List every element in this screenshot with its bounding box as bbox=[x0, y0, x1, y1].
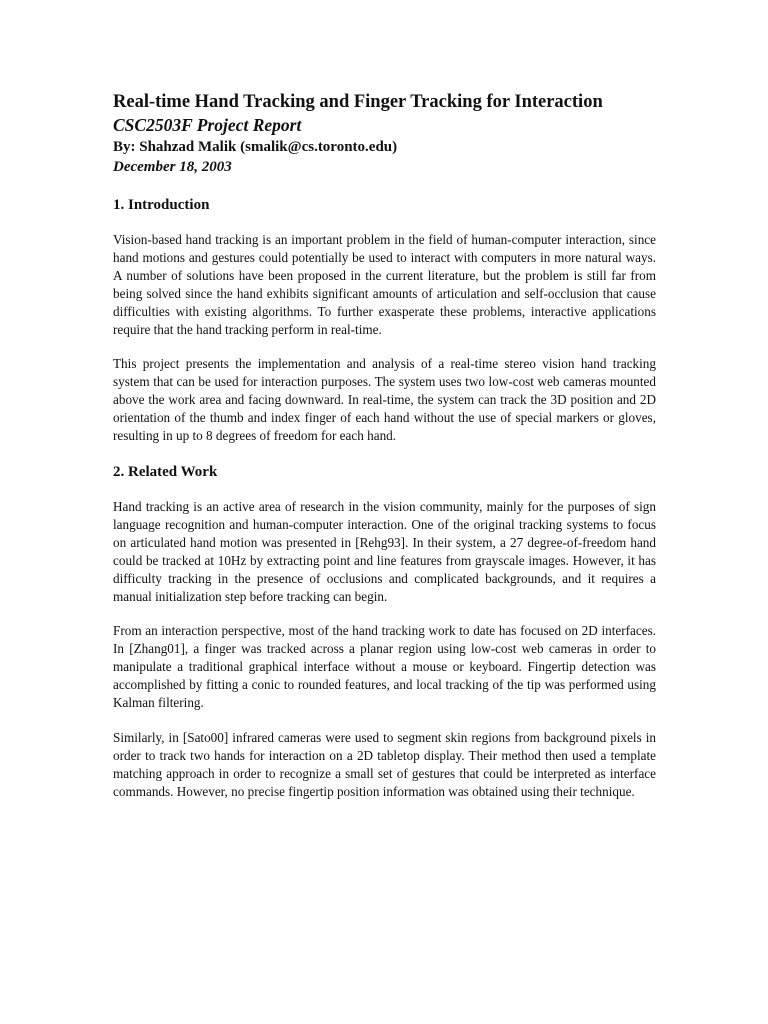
paper-subtitle: CSC2503F Project Report bbox=[113, 115, 302, 135]
paragraph: Hand tracking is an active area of research in the vision community, mainly for the purposes of sign language recognition and human-computer interaction. One of the original tracking systems to focus on articulated hand motion was presented in [Rehg93]. In their system, a 27 degree-of-freedom hand could be tracked at 10Hz by extracting point and line features from grayscale images. However, it has difficulty tracking in the presence of occlusions and complicated backgrounds, and it requires a manual initialization step before tracking can begin. bbox=[113, 498, 656, 604]
paper-title: Real-time Hand Tracking and Finger Tracking for Interaction bbox=[113, 92, 603, 112]
paragraph: From an interaction perspective, most of the hand tracking work to date has focused on 2D interfaces. In [Zhang01], a finger was tracked across a planar region using low-cost web cameras in order to manipulate a traditional graphical interface without a mouse or keyboard. Fingertip detection was accomplished by fitting a conic to rounded features, and local tracking of the tip was performed using Kalman filtering. bbox=[113, 623, 656, 711]
paragraph: This project presents the implementation and analysis of a real-time stereo vision hand tracking system that can be used for interaction purposes. The system uses two low-cost web cameras mounted above the work area and facing downward. In real-time, the system can track the 3D position and 2D orientation of the thumb and index finger of each hand without the use of special markers or gloves, resulting in up to 8 degrees of freedom for each hand. bbox=[113, 356, 656, 444]
paragraph: Vision-based hand tracking is an important problem in the field of human-computer interaction, since hand motions and gestures could potentially be used to interact with computers in more natural ways. A number of solutions have been proposed in the current literature, but the problem is still far from being solved since the hand exhibits significant amounts of articulation and self-occlusion that cause difficulties with existing algorithms. To further exasperate these problems, interactive applications require that the hand tracking perform in real-time. bbox=[113, 232, 656, 337]
paragraph: Similarly, in [Sato00] infrared cameras were used to segment skin regions from background pixels in order to track two hands for interaction on a 2D tabletop display. Their method then used a template matching approach in order to recognize a small set of gestures that could be interpreted as interface commands. However, no precise fingertip position information was obtained using their technique. bbox=[113, 729, 656, 799]
report-date: December 18, 2003 bbox=[113, 159, 232, 175]
section-heading-introduction: 1. Introduction bbox=[113, 197, 210, 213]
document-page bbox=[113, 90, 656, 801]
section-heading-related-work: 2. Related Work bbox=[113, 463, 218, 480]
author-line: By: Shahzad Malik (smalik@cs.toronto.edu) bbox=[113, 139, 398, 155]
